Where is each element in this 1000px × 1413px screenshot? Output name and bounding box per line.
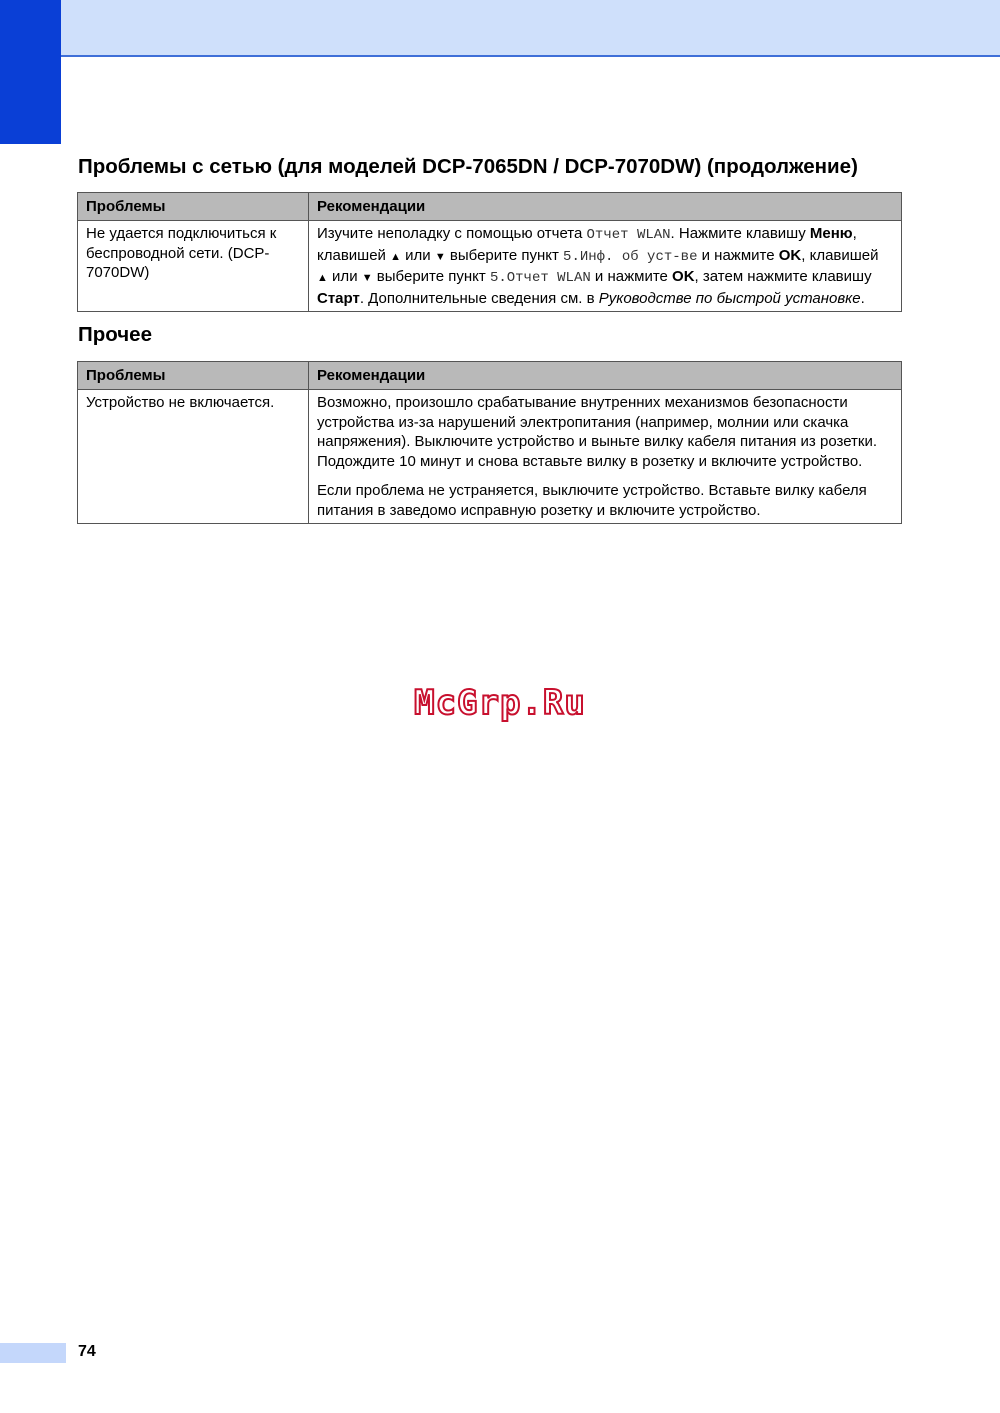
recommendation-paragraph: Возможно, произошло срабатывание внутренних механизмов безопасности устройства из-за нарушений электропитания (например, молнии или скачка напряжения). Выключите устройство и выньте вилку кабеля питания из розетки. Подождите 10 минут и снова вставьте вилку в розетку и включите устройство. — [317, 394, 878, 470]
column-header-problems: Проблемы — [78, 193, 309, 221]
key-name: Старт — [317, 289, 360, 307]
up-arrow-icon: ▲ — [390, 250, 401, 263]
recommendation-cell: Изучите неполадку с помощью отчета Отчет WLAN. Нажмите клавишу Меню, клавишей ▲ или ▼ выберите пункт 5.Инф. об уст-ве и нажмите OK, клавишей ▲ или ▼ выберите пункт 5.Отчет WLAN и нажмите OK, затем нажмите клавишу Старт. Дополнительные сведения см. в Руководстве по быстрой установке. — [309, 221, 902, 312]
down-arrow-icon: ▼ — [361, 272, 373, 284]
guide-reference: Руководстве по быстрой установке — [598, 289, 861, 307]
table-row — [78, 390, 902, 524]
page-number: 74 — [78, 1343, 96, 1360]
lcd-menu-item: Отчет WLAN — [586, 227, 671, 243]
key-name: Меню — [809, 225, 853, 242]
recommendation-paragraph: Если проблема не устраняется, выключите устройство. Вставьте вилку кабеля питания в заведомо исправную розетку и включите устройство. — [317, 482, 867, 519]
header-band — [0, 0, 1000, 57]
problem-cell: Не удается подключиться к беспроводной сети. (DCP-7070DW) — [78, 221, 309, 312]
table-header-row — [78, 193, 902, 221]
section-title-other: Прочее — [78, 323, 152, 346]
key-name: OK — [778, 246, 802, 264]
recommendation-cell — [309, 390, 902, 524]
other-problems-table — [77, 361, 902, 524]
key-name: OK — [672, 268, 695, 285]
network-problems-table — [77, 192, 902, 312]
down-arrow-icon: ▼ — [434, 250, 446, 263]
lcd-menu-item: 5.Отчет WLAN — [489, 270, 591, 286]
problem-cell: Устройство не включается. — [78, 390, 309, 524]
column-header-recommendations: Рекомендации — [309, 362, 902, 390]
footer-band — [0, 1343, 66, 1363]
column-header-problems: Проблемы — [78, 362, 309, 390]
watermark-logo: McGrp.Ru — [414, 683, 586, 723]
column-header-recommendations: Рекомендации — [309, 193, 902, 221]
up-arrow-icon: ▲ — [317, 272, 328, 284]
section-title-network: Проблемы с сетью (для моделей DCP-7065DN / DCP-7070DW) (продолжение) — [78, 155, 858, 178]
chapter-tab — [0, 0, 61, 144]
table-header-row — [78, 362, 902, 390]
lcd-menu-item: 5.Инф. об уст-ве — [563, 248, 698, 265]
table-row — [78, 221, 902, 312]
